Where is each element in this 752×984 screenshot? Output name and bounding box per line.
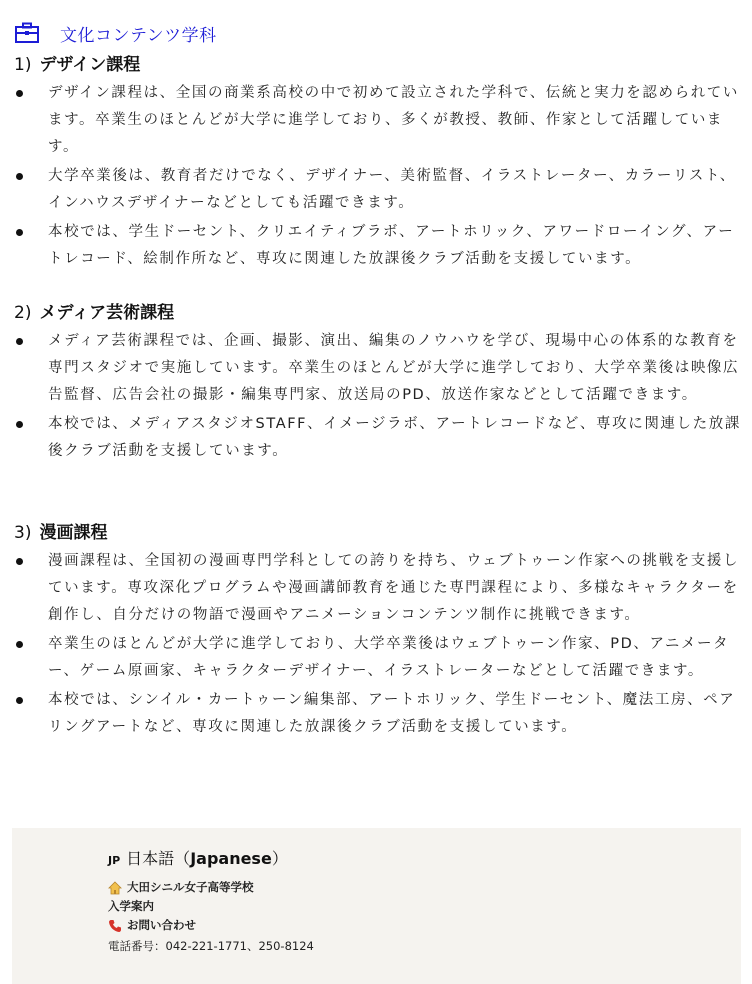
section-heading xyxy=(14,50,742,80)
bullet-list xyxy=(14,548,742,741)
list-item xyxy=(14,219,742,273)
site-footer xyxy=(12,828,741,984)
list-item-text: メディア芸術課程では、企画、撮影、演出、編集のノウハウを学び、現場中心の体系的な教育を専門スタジオで実施しています。卒業生のほとんどが大学に進学しており、大学卒業後は映像広告監督、広告会社の撮影・編集専門家、放送局のPD、放送作家などとして活躍できます。 xyxy=(48,333,740,403)
page-header xyxy=(14,18,217,48)
section-title: メディア芸術課程 xyxy=(39,303,175,323)
bullet-list xyxy=(14,80,742,273)
bullet-dot xyxy=(16,90,23,97)
bullet-dot xyxy=(16,229,23,236)
section-heading xyxy=(14,518,742,548)
bullet-dot xyxy=(16,641,23,648)
bullet-dot xyxy=(16,338,23,345)
page-title: 文化コンテンツ学科 xyxy=(60,25,217,46)
home-icon xyxy=(108,881,122,895)
list-item xyxy=(14,328,742,409)
briefcase-icon xyxy=(14,22,40,44)
school-name: 大田シニル女子高等学校 xyxy=(127,880,254,894)
section-number: 1) xyxy=(14,55,32,75)
list-item-text: 本校では、メディアスタジオSTAFF、イメージラボ、アートレコードなど、専攻に関連した放課後クラブ活動を支援しています。 xyxy=(48,416,741,459)
list-item xyxy=(14,548,742,629)
list-item-text: デザイン課程は、全国の商業系高校の中で初めて設立された学科で、伝統と実力を認められています。卒業生のほとんどが大学に進学しており、多くが教授、教師、作家として活躍しています。 xyxy=(48,85,739,155)
section-title: デザイン課程 xyxy=(39,55,141,75)
list-item-text: 漫画課程は、全国初の漫画専門学科としての誇りを持ち、ウェブトゥーン作家への挑戦を支援しています。専攻深化プログラムや漫画講師教育を通じた専門課程により、多様なキャラクターを創作し、自分だけの物語で漫画やアニメーションコンテンツ制作に挑戦できます。 xyxy=(48,553,740,623)
section-number: 3) xyxy=(14,523,32,543)
language-name: 日本語 xyxy=(126,849,175,868)
bullet-dot xyxy=(16,421,23,428)
section-media-arts xyxy=(14,298,742,467)
section-heading xyxy=(14,298,742,328)
footer-content xyxy=(108,846,314,956)
list-item-text: 大学卒業後は、教育者だけでなく、デザイナー、美術監督、イラストレーター、カラーリスト、インハウスデザイナーなどとしても活躍できます。 xyxy=(48,168,736,211)
contact-label: お問い合わせ xyxy=(127,918,196,932)
language-code: JP xyxy=(108,854,121,867)
phone-icon xyxy=(108,919,122,933)
list-item xyxy=(14,163,742,217)
language-selector[interactable]: JP 日本語（Japanese） xyxy=(108,849,288,868)
admission-label: 入学案内 xyxy=(108,899,154,913)
section-number: 2) xyxy=(14,303,32,323)
section-design xyxy=(14,50,742,275)
school-name-link[interactable] xyxy=(108,878,314,897)
list-item xyxy=(14,411,742,465)
section-manga xyxy=(14,518,742,743)
phone-text: 電話番号：042-221-1771、250-8124 xyxy=(108,939,314,953)
bullet-list xyxy=(14,328,742,465)
bullet-dot xyxy=(16,558,23,565)
section-title: 漫画課程 xyxy=(39,523,108,543)
list-item xyxy=(14,80,742,161)
admission-link[interactable] xyxy=(108,897,314,916)
list-item-text: 卒業生のほとんどが大学に進学しており、大学卒業後はウェブトゥーン作家、PD、アニメーター、ゲーム原画家、キャラクターデザイナー、イラストレーターなどとして活躍できます。 xyxy=(48,636,730,679)
phone-number xyxy=(108,937,314,956)
bullet-dot xyxy=(16,173,23,180)
contact-link[interactable] xyxy=(108,916,314,935)
list-item xyxy=(14,687,742,741)
language-english-name: Japanese xyxy=(190,849,272,868)
bullet-dot xyxy=(16,697,23,704)
list-item-text: 本校では、シンイル・カートゥーン編集部、アートホリック、学生ドーセント、魔法工房、ペアリングアートなど、専攻に関連した放課後クラブ活動を支援しています。 xyxy=(48,692,736,735)
list-item xyxy=(14,631,742,685)
list-item-text: 本校では、学生ドーセント、クリエイティブラボ、アートホリック、アワードローイング、アートレコード、絵制作所など、専攻に関連した放課後クラブ活動を支援しています。 xyxy=(48,224,735,267)
